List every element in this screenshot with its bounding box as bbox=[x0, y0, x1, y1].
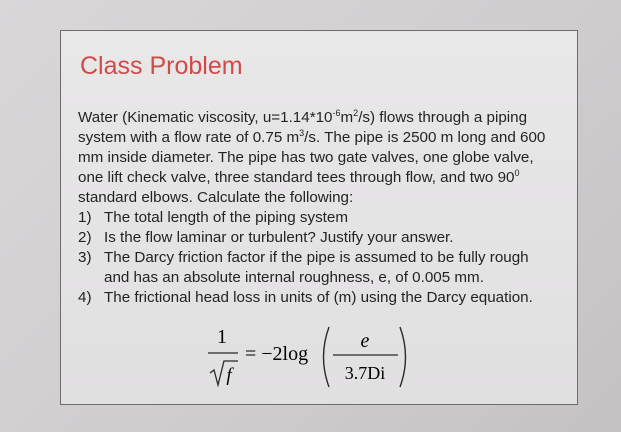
equation-graphic bbox=[208, 323, 428, 393]
exponent: -6 bbox=[332, 108, 341, 118]
exponent: 3 bbox=[299, 128, 305, 138]
list-text: The total length of the piping system bbox=[104, 209, 348, 226]
equation-equals: = −2log bbox=[245, 343, 309, 365]
list-item bbox=[78, 228, 558, 248]
right-paren bbox=[400, 327, 406, 387]
question-list bbox=[78, 208, 558, 308]
problem-body bbox=[78, 108, 558, 308]
statement-text: Water (Kinematic viscosity, u=1.14*10 bbox=[78, 109, 333, 126]
statement-text: standard elbows. Calculate the following: bbox=[78, 189, 354, 206]
colebrook-equation bbox=[208, 323, 428, 393]
degree-superscript: 0 bbox=[514, 168, 520, 178]
statement-text: /s) flows through a piping system with a flow rate of 0.75 m bbox=[78, 109, 528, 146]
list-number: 4) bbox=[78, 289, 92, 306]
list-item bbox=[78, 288, 558, 308]
list-number: 2) bbox=[78, 229, 92, 246]
equation-numerator-left: 1 bbox=[217, 326, 227, 348]
statement-text: m bbox=[340, 109, 354, 126]
exponent: 2 bbox=[353, 108, 359, 118]
problem-statement bbox=[78, 108, 558, 208]
list-item bbox=[78, 248, 558, 288]
equation-denominator-right: 3.7Di bbox=[344, 363, 386, 383]
list-number: 1) bbox=[78, 209, 92, 226]
list-number: 3) bbox=[78, 249, 92, 266]
equation-numerator-right: e bbox=[360, 330, 370, 352]
page-title: Class Problem bbox=[80, 52, 243, 80]
list-item bbox=[78, 208, 558, 228]
statement-text: /s. The pipe is 2500 m long and 600 mm inside diameter. The pipe has two gate valves, one globe valve, one lift check valve, three standard tees through flow, and two 90 bbox=[78, 129, 546, 186]
sqrt-symbol bbox=[210, 361, 238, 385]
list-text: Is the flow laminar or turbulent? Justify your answer. bbox=[104, 229, 454, 246]
left-paren bbox=[324, 327, 330, 387]
equation-denominator-left: f bbox=[226, 365, 232, 386]
list-text: The frictional head loss in units of (m) using the Darcy equation. bbox=[104, 289, 533, 306]
list-text: The Darcy friction factor if the pipe is assumed to be fully rough and has an absolute internal roughness, e, of 0.005 mm. bbox=[104, 249, 529, 286]
